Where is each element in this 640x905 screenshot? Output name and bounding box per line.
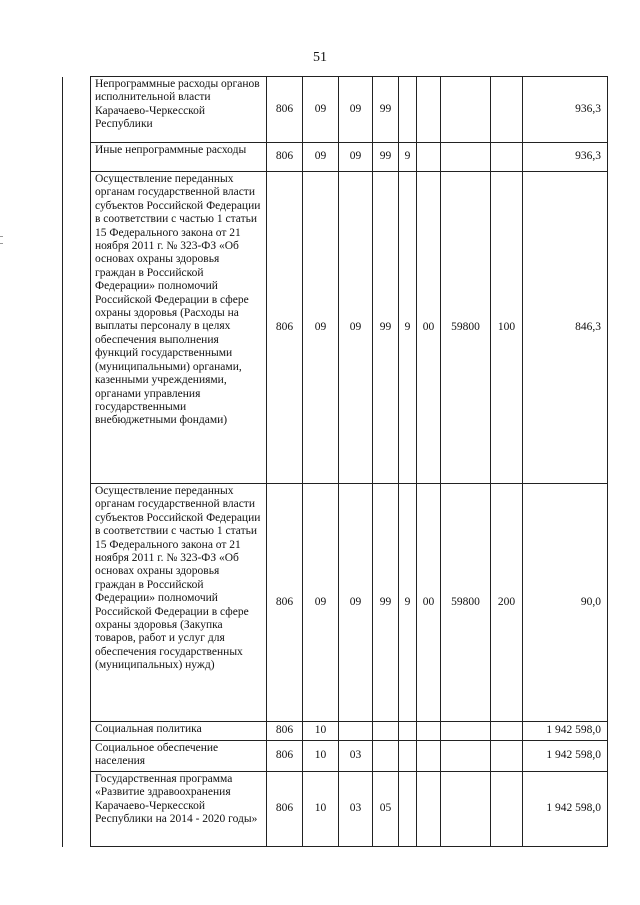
table-row — [63, 741, 608, 772]
page-number: 51 — [313, 50, 327, 65]
cell-subprogram — [399, 741, 417, 772]
cell-section: 09 — [303, 172, 339, 484]
table-row — [63, 172, 608, 484]
cell-subsection: 09 — [339, 77, 373, 143]
cell-program: 99 — [373, 77, 399, 143]
cell-amount: 1 942 598,0 — [523, 772, 608, 847]
cell-section: 09 — [303, 143, 339, 172]
cell-event — [417, 741, 441, 772]
cell-ministry-code: 806 — [267, 741, 303, 772]
cell-direction — [441, 741, 491, 772]
cell-subsection — [339, 722, 373, 741]
cell-program: 05 — [373, 772, 399, 847]
cell-amount: 936,3 — [523, 77, 608, 143]
blank-cell — [63, 772, 91, 847]
cell-subprogram — [399, 722, 417, 741]
cell-direction: 59800 — [441, 172, 491, 484]
cell-section: 10 — [303, 772, 339, 847]
cell-program: 99 — [373, 143, 399, 172]
cell-event — [417, 722, 441, 741]
cell-direction — [441, 143, 491, 172]
scan-artifact — [0, 236, 3, 237]
row-name: Непрограммные расходы органов исполнительной власти Карачаево-Черкесской Республики — [91, 77, 267, 143]
cell-subprogram — [399, 77, 417, 143]
blank-cell — [63, 722, 91, 741]
scan-artifact — [0, 243, 3, 244]
cell-direction: 59800 — [441, 484, 491, 722]
cell-expense-type — [491, 722, 523, 741]
cell-ministry-code: 806 — [267, 772, 303, 847]
row-name: Осуществление переданных органам государственной власти субъектов Российской Федерации в соответствии с частью 1 статьи 15 Федерального закона от 21 ноября 2011 г. № 323-ФЗ «Об основах охраны здоровья граждан в Российской Федерации» полномочий Российской Федерации в сфере охраны здоровья (Закупка товаров, работ и услуг для обеспечения государственных (муниципальных) нужд) — [91, 484, 267, 722]
cell-subsection: 09 — [339, 143, 373, 172]
table-row — [63, 484, 608, 722]
cell-expense-type: 100 — [491, 172, 523, 484]
cell-subsection: 09 — [339, 484, 373, 722]
budget-table — [62, 76, 608, 847]
cell-ministry-code: 806 — [267, 484, 303, 722]
cell-program — [373, 741, 399, 772]
cell-amount: 936,3 — [523, 143, 608, 172]
cell-expense-type — [491, 77, 523, 143]
table-row — [63, 77, 608, 143]
cell-subprogram — [399, 772, 417, 847]
cell-event: 00 — [417, 172, 441, 484]
cell-event — [417, 143, 441, 172]
cell-event — [417, 77, 441, 143]
row-name: Иные непрограммные расходы — [91, 143, 267, 172]
blank-cell — [63, 172, 91, 484]
cell-amount: 1 942 598,0 — [523, 741, 608, 772]
cell-amount: 846,3 — [523, 172, 608, 484]
blank-cell — [63, 741, 91, 772]
cell-subprogram: 9 — [399, 172, 417, 484]
cell-amount: 90,0 — [523, 484, 608, 722]
cell-event: 00 — [417, 484, 441, 722]
cell-ministry-code: 806 — [267, 77, 303, 143]
cell-event — [417, 772, 441, 847]
cell-ministry-code: 806 — [267, 172, 303, 484]
cell-subprogram: 9 — [399, 484, 417, 722]
cell-subsection: 03 — [339, 741, 373, 772]
blank-cell — [63, 77, 91, 143]
blank-cell — [63, 484, 91, 722]
row-name: Осуществление переданных органам государственной власти субъектов Российской Федерации в соответствии с частью 1 статьи 15 Федерального закона от 21 ноября 2011 г. № 323-ФЗ «Об основах охраны здоровья граждан в Российской Федерации» полномочий Российской Федерации в сфере охраны здоровья (Расходы на выплаты персоналу в целях обеспечения выполнения функций государственными (муниципальными) органами, казенными учреждениями, органами управления государственными внебюджетными фондами) — [91, 172, 267, 484]
cell-section: 10 — [303, 722, 339, 741]
cell-amount: 1 942 598,0 — [523, 722, 608, 741]
cell-ministry-code: 806 — [267, 722, 303, 741]
cell-program — [373, 722, 399, 741]
row-name: Государственная программа «Развитие здравоохранения Карачаево-Черкесской Республики на 2014 - 2020 годы» — [91, 772, 267, 847]
cell-subprogram: 9 — [399, 143, 417, 172]
cell-expense-type — [491, 741, 523, 772]
cell-program: 99 — [373, 172, 399, 484]
row-name: Социальное обеспечение населения — [91, 741, 267, 772]
table-row — [63, 722, 608, 741]
cell-section: 09 — [303, 77, 339, 143]
cell-expense-type — [491, 143, 523, 172]
cell-program: 99 — [373, 484, 399, 722]
cell-subsection: 09 — [339, 172, 373, 484]
cell-expense-type — [491, 772, 523, 847]
row-name: Социальная политика — [91, 722, 267, 741]
blank-cell — [63, 143, 91, 172]
cell-ministry-code: 806 — [267, 143, 303, 172]
cell-subsection: 03 — [339, 772, 373, 847]
cell-direction — [441, 77, 491, 143]
cell-section: 09 — [303, 484, 339, 722]
cell-direction — [441, 722, 491, 741]
cell-expense-type: 200 — [491, 484, 523, 722]
cell-section: 10 — [303, 741, 339, 772]
table-row — [63, 143, 608, 172]
cell-direction — [441, 772, 491, 847]
table-row — [63, 772, 608, 847]
